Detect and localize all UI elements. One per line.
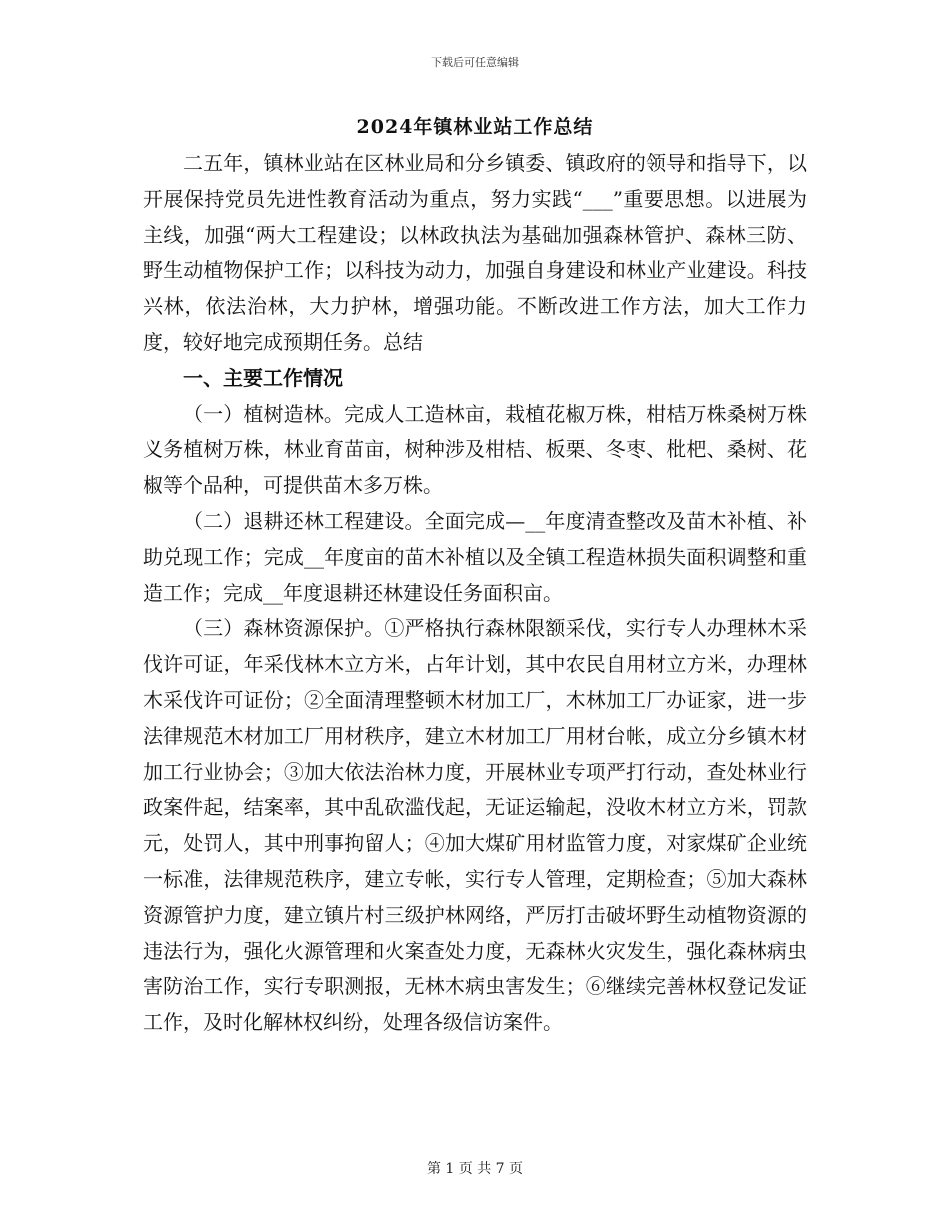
document-body (143, 112, 807, 1041)
header-note: 下载后可任意编辑 (431, 56, 519, 69)
item-paragraph-1: （一）植树造林。完成人工造林亩，栽植花椒万株，柑桔万株桑树万株义务植树万株，林业育苗亩，树种涉及柑桔、板栗、冬枣、枇杷、桑树、花椒等个品种，可提供苗木多万株。 (143, 401, 807, 498)
page-number: 第 1 页 共 7 页 (426, 1161, 524, 1177)
section-heading: 一、主要工作情况 (183, 365, 343, 390)
item-paragraph-2: （二）退耕还林工程建设。全面完成—__年度清查整改及苗木补植、补助兑现工作；完成__年度亩的苗木补植以及全镇工程造林损失面积调整和重造工作；完成__年度退耕还林建设任务面积亩。 (143, 508, 807, 605)
intro-paragraph: 二五年，镇林业站在区林业局和分乡镇委、镇政府的领导和指导下，以开展保持党员先进性教育活动为重点，努力实践“___”重要思想。以进展为主线，加强“两大工程建设；以林政执法为基础加强森林管护、森林三防、野生动植物保护工作；以科技为动力，加强自身建设和林业产业建设。科技兴林，依法治林，大力护林，增强功能。不断改进工作方法，加大工作力度，较好地完成预期任务。总结 (143, 151, 807, 354)
document-title: 2024年镇林业站工作总结 (356, 116, 594, 138)
item-paragraph-3: （三）森林资源保护。①严格执行森林限额采伐，实行专人办理林木采伐许可证，年采伐林木立方米，占年计划，其中农民自用材立方米，办理林木采伐许可证份；②全面清理整顿木材加工厂，木林加工厂办证家，进一步法律规范木材加工厂用材秩序，建立木材加工厂用材台帐，成立分乡镇木材加工行业协会；③加大依法治林力度，开展林业专项严打行动，查处林业行政案件起，结案率，其中乱砍滥伐起，无证运输起，没收木材立方米，罚款元，处罚人，其中刑事拘留人；④加大煤矿用材监管力度，对家煤矿企业统一标准，法律规范秩序，建立专帐，实行专人管理，定期检查；⑤加大森林资源管护力度，建立镇片村三级护林网络，严厉打击破坏野生动植物资源的违法行为，强化火源管理和火案查处力度，无森林火灾发生，强化森林病虫害防治工作，实行专职测报，无林木病虫害发生；⑥继续完善林权登记发证工作，及时化解林权纠纷，处理各级信访案件。 (143, 616, 807, 1035)
